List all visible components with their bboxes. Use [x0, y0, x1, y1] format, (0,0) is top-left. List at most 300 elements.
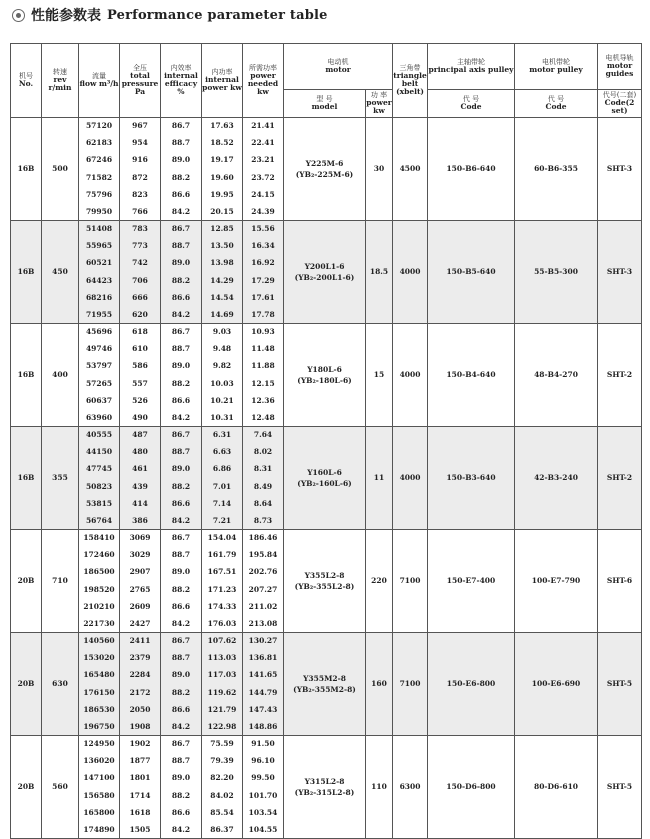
cell-power-needed-value: 8.31 — [253, 464, 273, 474]
cell-flow-value: 60521 — [85, 258, 113, 268]
cell-flow-value: 53815 — [85, 498, 113, 508]
cell-efficacy-value: 89.0 — [171, 361, 191, 371]
cell-efficacy-value: 86.6 — [171, 498, 191, 508]
cell-flow-value: 40555 — [85, 430, 113, 439]
cell-flow-value: 57265 — [85, 378, 113, 388]
cell-efficacy-value: 88.2 — [171, 790, 191, 800]
cell-efficacy-list — [161, 633, 201, 735]
cell-flow-value: 63960 — [85, 413, 113, 423]
cell-power-needed-value: 99.50 — [251, 773, 275, 783]
cell-power-needed-value: 141.65 — [248, 670, 278, 680]
cell-model-no-value: 20B — [17, 782, 35, 792]
cell-model-no — [11, 633, 42, 736]
cell-model-no — [11, 427, 42, 530]
table-body — [11, 118, 642, 839]
cell-belt — [393, 324, 428, 427]
cell-motor-pulley-code — [515, 118, 598, 221]
cell-flow — [79, 427, 120, 530]
header-flow: 流量 flow m³/h — [79, 44, 120, 118]
cell-model-no — [11, 530, 42, 633]
cell-power-needed-value: 16.34 — [251, 241, 275, 251]
table-row — [11, 221, 642, 324]
cell-internal-power — [202, 633, 243, 736]
cell-model-no — [11, 118, 42, 221]
cell-principal-code — [428, 530, 515, 633]
cell-efficacy-value: 84.2 — [171, 619, 191, 629]
cell-efficacy — [161, 633, 202, 736]
cell-internal-power-value: 20.15 — [210, 207, 234, 217]
motor-model-alt-value: (YB₂-200L1-6) — [294, 273, 355, 282]
cell-efficacy-list — [161, 324, 201, 426]
cell-speed — [42, 633, 79, 736]
cell-power-needed-value: 136.81 — [248, 653, 278, 663]
cell-power-needed — [243, 324, 284, 427]
cell-motor-power — [366, 221, 393, 324]
cell-motor-pulley-code — [515, 736, 598, 839]
cell-power-needed-value: 213.08 — [248, 619, 278, 629]
cell-guides-code-value: SHT-2 — [606, 473, 633, 483]
cell-speed-value: 400 — [52, 370, 68, 380]
cell-motor-model — [284, 427, 366, 530]
cell-power-needed — [243, 427, 284, 530]
cell-flow-value: 165800 — [83, 807, 115, 817]
cell-power-needed — [243, 221, 284, 324]
cell-belt-value: 7100 — [399, 679, 421, 689]
cell-internal-power-value: 17.63 — [210, 121, 234, 130]
cell-model-no-value: 16B — [17, 267, 35, 277]
cell-belt — [393, 221, 428, 324]
cell-flow-value: 172460 — [83, 550, 115, 560]
cell-internal-power-value: 10.31 — [210, 413, 234, 423]
cell-efficacy-value: 86.6 — [171, 189, 191, 199]
cell-pressure-value: 487 — [132, 430, 148, 439]
cell-speed-value: 355 — [52, 473, 68, 483]
cell-pressure-value: 954 — [132, 138, 148, 148]
cell-flow-value: 210210 — [83, 601, 115, 611]
cell-principal-code-value: 150-B4-640 — [446, 370, 496, 380]
cell-internal-power-value: 6.31 — [212, 430, 232, 439]
cell-flow-value: 124950 — [83, 739, 115, 748]
cell-internal-power-list — [202, 530, 242, 632]
cell-power-needed-value: 147.43 — [248, 704, 278, 714]
cell-belt — [393, 530, 428, 633]
cell-efficacy-value: 86.6 — [171, 292, 191, 302]
title-english: Performance parameter table — [107, 7, 328, 23]
cell-power-needed-value: 96.10 — [251, 756, 275, 766]
cell-pressure-value: 3029 — [129, 550, 151, 560]
motor-model-alt-value: (YB₂-225M-6) — [295, 170, 354, 179]
cell-pressure-value: 2284 — [129, 670, 151, 680]
cell-flow — [79, 530, 120, 633]
cell-guides-code — [598, 118, 642, 221]
cell-efficacy-value: 88.2 — [171, 275, 191, 285]
cell-efficacy-value: 86.7 — [171, 636, 191, 645]
cell-pressure — [120, 427, 161, 530]
cell-efficacy-value: 86.7 — [171, 224, 191, 233]
cell-pressure-value: 1877 — [129, 756, 151, 766]
cell-efficacy-value: 88.7 — [171, 447, 191, 457]
cell-principal-code-value: 150-E6-800 — [446, 679, 496, 689]
cell-efficacy-value: 88.2 — [171, 172, 191, 182]
cell-efficacy-list — [161, 118, 201, 220]
cell-pressure-list — [120, 221, 160, 323]
cell-power-needed-value: 91.50 — [251, 739, 275, 748]
cell-speed — [42, 530, 79, 633]
cell-flow-value: 147100 — [83, 773, 115, 783]
cell-efficacy-value: 88.2 — [171, 378, 191, 388]
cell-motor-pulley-code — [515, 324, 598, 427]
cell-principal-code — [428, 736, 515, 839]
cell-pressure — [120, 221, 161, 324]
header-motor-guides: 电机导轨 motor guides — [598, 44, 642, 90]
cell-power-needed-value: 12.15 — [251, 378, 275, 388]
cell-pressure-value: 439 — [132, 481, 148, 491]
cell-flow-value: 51408 — [85, 224, 113, 233]
cell-pressure-value: 1908 — [129, 722, 151, 732]
cell-motor-power-value: 160 — [371, 679, 387, 689]
cell-flow — [79, 118, 120, 221]
cell-power-needed-list — [243, 736, 283, 838]
cell-flow — [79, 324, 120, 427]
cell-efficacy-value: 86.7 — [171, 327, 191, 336]
motor-model-value: Y200L1-6 — [304, 261, 345, 271]
cell-pressure-value: 610 — [132, 344, 148, 354]
cell-pressure-value: 706 — [132, 275, 148, 285]
cell-pressure-value: 2427 — [129, 619, 151, 629]
cell-efficacy-value: 84.2 — [171, 516, 191, 526]
cell-speed-value: 560 — [52, 782, 68, 792]
cell-pressure-value: 490 — [132, 413, 148, 423]
cell-model-no-value: 16B — [17, 164, 35, 174]
cell-internal-power-value: 122.98 — [207, 722, 237, 732]
cell-pressure-value: 3069 — [129, 533, 151, 542]
cell-motor-model — [284, 530, 366, 633]
cell-power-needed-value: 207.27 — [248, 584, 278, 594]
cell-pressure-value: 2907 — [129, 567, 151, 577]
cell-model-no-value: 16B — [17, 370, 35, 380]
cell-principal-code-value: 150-B3-640 — [446, 473, 496, 483]
cell-power-needed-value: 15.56 — [251, 224, 275, 233]
cell-internal-power — [202, 324, 243, 427]
cell-power-needed-value: 11.88 — [251, 361, 275, 371]
cell-principal-code — [428, 633, 515, 736]
cell-speed-value: 710 — [52, 576, 68, 586]
cell-flow-value: 67246 — [85, 155, 113, 165]
cell-internal-power-value: 117.03 — [207, 670, 237, 680]
cell-internal-power-value: 7.01 — [212, 481, 232, 491]
cell-pressure-value: 1618 — [129, 807, 151, 817]
table-row — [11, 633, 642, 736]
cell-internal-power-value: 167.51 — [207, 567, 237, 577]
cell-internal-power-value: 79.39 — [210, 756, 234, 766]
cell-motor-power — [366, 324, 393, 427]
cell-power-needed-value: 130.27 — [248, 636, 278, 645]
cell-belt — [393, 736, 428, 839]
cell-pressure-value: 2609 — [129, 601, 151, 611]
cell-belt-value: 4000 — [399, 370, 421, 380]
cell-internal-power-value: 7.14 — [212, 498, 232, 508]
table-header — [11, 44, 642, 118]
cell-pressure-value: 557 — [132, 378, 148, 388]
cell-guides-code-value: SHT-5 — [606, 679, 633, 689]
cell-power-needed-value: 7.64 — [253, 430, 273, 439]
cell-pressure-list — [120, 736, 160, 838]
cell-pressure — [120, 530, 161, 633]
cell-pressure-value: 742 — [132, 258, 148, 268]
motor-model-value: Y355L2-8 — [304, 570, 345, 580]
cell-flow-value: 50823 — [85, 481, 113, 491]
cell-power-needed-list — [243, 530, 283, 632]
cell-pressure-value: 766 — [132, 207, 148, 217]
cell-flow-value: 153020 — [83, 653, 115, 663]
cell-flow-value: 176150 — [83, 687, 115, 697]
cell-motor-model — [284, 324, 366, 427]
header-motor-pulley-code: 代 号 Code — [515, 90, 598, 118]
cell-efficacy-value: 86.7 — [171, 533, 191, 542]
cell-efficacy — [161, 221, 202, 324]
cell-internal-power-value: 19.95 — [210, 189, 234, 199]
cell-motor-power-value: 30 — [373, 164, 385, 174]
cell-efficacy-value: 86.7 — [171, 739, 191, 748]
cell-internal-power-value: 107.62 — [207, 636, 237, 645]
cell-efficacy-value: 86.7 — [171, 121, 191, 130]
cell-motor-model — [284, 221, 366, 324]
cell-pressure-list — [120, 324, 160, 426]
cell-guides-code — [598, 427, 642, 530]
cell-flow-value: 198520 — [83, 584, 115, 594]
header-belt: 三角带 triangle belt (xbelt) — [393, 44, 428, 118]
cell-internal-power — [202, 221, 243, 324]
cell-power-needed-list — [243, 633, 283, 735]
cell-efficacy-value: 88.7 — [171, 653, 191, 663]
cell-flow-value: 47745 — [85, 464, 113, 474]
cell-motor-model — [284, 118, 366, 221]
cell-efficacy-value: 86.6 — [171, 807, 191, 817]
cell-power-needed-value: 195.84 — [248, 550, 278, 560]
cell-internal-power-value: 161.79 — [207, 550, 237, 560]
cell-internal-power-value: 85.54 — [210, 807, 234, 817]
cell-pressure-value: 773 — [132, 241, 148, 251]
header-motor-model: 型 号 model — [284, 90, 366, 118]
motor-model-alt-value: (YB₂-355L2-8) — [294, 582, 355, 591]
cell-pressure-value: 2765 — [129, 584, 151, 594]
cell-belt-value: 6300 — [399, 782, 421, 792]
cell-efficacy-value: 84.2 — [171, 207, 191, 217]
cell-belt — [393, 633, 428, 736]
cell-efficacy-value: 88.2 — [171, 687, 191, 697]
cell-flow-value: 165480 — [83, 670, 115, 680]
cell-efficacy-value: 84.2 — [171, 310, 191, 320]
cell-efficacy — [161, 324, 202, 427]
cell-power-needed-value: 24.15 — [251, 189, 275, 199]
cell-guides-code — [598, 221, 642, 324]
table-row — [11, 118, 642, 221]
cell-pressure-value: 2379 — [129, 653, 151, 663]
cell-efficacy-list — [161, 530, 201, 632]
cell-efficacy-list — [161, 736, 201, 838]
cell-motor-pulley-code-value: 60-B6-355 — [534, 164, 578, 174]
cell-pressure — [120, 118, 161, 221]
cell-flow-value: 221730 — [83, 619, 115, 629]
cell-efficacy-list — [161, 221, 201, 323]
cell-guides-code-value: SHT-6 — [606, 576, 633, 586]
cell-flow-list — [79, 633, 119, 735]
cell-flow-list — [79, 530, 119, 632]
motor-model-alt-value: (YB₂-355M2-8) — [293, 685, 356, 694]
cell-internal-power-value: 6.63 — [212, 447, 232, 457]
cell-internal-power-value: 14.69 — [210, 310, 234, 320]
title-chinese: 性能参数表 — [31, 8, 101, 24]
cell-power-needed-value: 11.48 — [251, 344, 275, 354]
cell-flow-value: 45696 — [85, 327, 113, 336]
cell-power-needed — [243, 118, 284, 221]
cell-pressure-value: 967 — [132, 121, 148, 130]
cell-power-needed-value: 24.39 — [251, 207, 275, 217]
cell-pressure-value: 461 — [132, 464, 148, 474]
table-row — [11, 736, 642, 839]
cell-speed — [42, 736, 79, 839]
cell-motor-power-value: 11 — [373, 473, 385, 483]
cell-motor-pulley-code — [515, 427, 598, 530]
cell-flow-list — [79, 324, 119, 426]
header-motor-pulley: 电机带轮 motor pulley — [515, 44, 598, 90]
cell-power-needed-list — [243, 427, 283, 529]
motor-model-value: Y225M-6 — [305, 158, 344, 168]
cell-guides-code — [598, 736, 642, 839]
cell-power-needed — [243, 736, 284, 839]
cell-internal-power-value: 13.98 — [210, 258, 234, 268]
header-pressure: 全压 total pressure Pa — [120, 44, 161, 118]
cell-pressure-value: 526 — [132, 395, 148, 405]
cell-speed — [42, 324, 79, 427]
cell-belt-value: 4000 — [399, 267, 421, 277]
cell-flow-value: 75796 — [85, 189, 113, 199]
cell-internal-power-value: 12.85 — [210, 224, 234, 233]
cell-belt-value: 4500 — [399, 164, 421, 174]
cell-internal-power-value: 13.50 — [210, 241, 234, 251]
cell-pressure-value: 666 — [132, 292, 148, 302]
cell-internal-power-value: 6.86 — [212, 464, 232, 474]
motor-model-value: Y180L-6 — [307, 364, 342, 374]
cell-flow — [79, 633, 120, 736]
cell-pressure-value: 480 — [132, 447, 148, 457]
cell-flow-list — [79, 427, 119, 529]
cell-pressure-value: 916 — [132, 155, 148, 165]
cell-flow-value: 62183 — [85, 138, 113, 148]
cell-guides-code-value: SHT-5 — [606, 782, 633, 792]
cell-motor-pulley-code-value: 80-D6-610 — [533, 782, 579, 792]
cell-power-needed-value: 23.21 — [251, 155, 275, 165]
cell-model-no — [11, 324, 42, 427]
cell-internal-power-list — [202, 324, 242, 426]
cell-principal-code — [428, 427, 515, 530]
cell-motor-pulley-code-value: 55-B5-300 — [534, 267, 578, 277]
cell-internal-power-list — [202, 221, 242, 323]
cell-motor-power — [366, 118, 393, 221]
cell-model-no-value: 20B — [17, 679, 35, 689]
motor-model-alt-value: (YB₂-180L-6) — [297, 376, 352, 385]
motor-model-alt-value: (YB₂-315L2-8) — [294, 788, 355, 797]
cell-internal-power-value: 19.60 — [210, 172, 234, 182]
cell-flow-value: 140560 — [83, 636, 115, 645]
cell-flow — [79, 736, 120, 839]
cell-pressure-value: 872 — [132, 172, 148, 182]
cell-guides-code — [598, 324, 642, 427]
cell-power-needed-value: 17.78 — [251, 310, 275, 320]
cell-pressure-value: 2411 — [129, 636, 151, 645]
performance-table — [10, 43, 642, 839]
cell-efficacy-value: 89.0 — [171, 567, 191, 577]
cell-pressure-value: 2172 — [129, 687, 151, 697]
cell-internal-power-value: 86.37 — [210, 825, 234, 835]
cell-pressure-value: 783 — [132, 224, 148, 233]
cell-internal-power-value: 75.59 — [210, 739, 234, 748]
cell-internal-power — [202, 736, 243, 839]
cell-flow-list — [79, 736, 119, 838]
cell-internal-power-list — [202, 736, 242, 838]
cell-power-needed — [243, 633, 284, 736]
header-speed: 转速 rev r/min — [42, 44, 79, 118]
cell-speed — [42, 118, 79, 221]
cell-model-no-value: 16B — [17, 473, 35, 483]
cell-efficacy-value: 88.7 — [171, 138, 191, 148]
header-internal-power: 内功率 internal power kw — [202, 44, 243, 118]
cell-flow-value: 57120 — [85, 121, 113, 130]
cell-internal-power-value: 82.20 — [210, 773, 234, 783]
cell-power-needed-value: 144.79 — [248, 687, 278, 697]
cell-efficacy-value: 88.2 — [171, 584, 191, 594]
cell-internal-power-list — [202, 633, 242, 735]
cell-guides-code — [598, 633, 642, 736]
cell-efficacy-value: 86.6 — [171, 704, 191, 714]
cell-pressure — [120, 324, 161, 427]
cell-pressure-value: 2050 — [129, 704, 151, 714]
cell-power-needed-value: 103.54 — [248, 807, 278, 817]
cell-principal-code-value: 150-E7-400 — [446, 576, 496, 586]
cell-pressure-value: 620 — [132, 310, 148, 320]
cell-power-needed-value: 21.41 — [251, 121, 275, 130]
cell-internal-power-value: 18.52 — [210, 138, 234, 148]
cell-pressure-list — [120, 530, 160, 632]
cell-internal-power-value: 7.21 — [212, 516, 232, 526]
cell-motor-pulley-code — [515, 221, 598, 324]
cell-motor-pulley-code-value: 100-E7-790 — [531, 576, 581, 586]
motor-model-alt-value: (YB₂-160L-6) — [297, 479, 352, 488]
cell-pressure-value: 1801 — [129, 773, 151, 783]
cell-efficacy-value: 89.0 — [171, 464, 191, 474]
cell-flow-value: 186500 — [83, 567, 115, 577]
cell-belt-value: 4000 — [399, 473, 421, 483]
header-principal-pulley: 主轴带轮 principal axis pulley — [428, 44, 515, 90]
cell-internal-power-value: 19.17 — [210, 155, 234, 165]
table-row — [11, 324, 642, 427]
cell-speed-value: 630 — [52, 679, 68, 689]
cell-motor-power — [366, 736, 393, 839]
cell-guides-code — [598, 530, 642, 633]
cell-flow-list — [79, 118, 119, 220]
cell-flow-value: 55965 — [85, 241, 113, 251]
cell-power-needed — [243, 530, 284, 633]
cell-motor-pulley-code — [515, 633, 598, 736]
cell-motor-power — [366, 427, 393, 530]
cell-pressure-value: 586 — [132, 361, 148, 371]
cell-power-needed-value: 8.49 — [253, 481, 273, 491]
cell-power-needed-value: 186.46 — [248, 533, 278, 542]
header-efficacy: 内效率 internal efficacy % — [161, 44, 202, 118]
cell-pressure — [120, 633, 161, 736]
cell-flow-value: 56764 — [85, 516, 113, 526]
cell-flow-value: 156580 — [83, 790, 115, 800]
